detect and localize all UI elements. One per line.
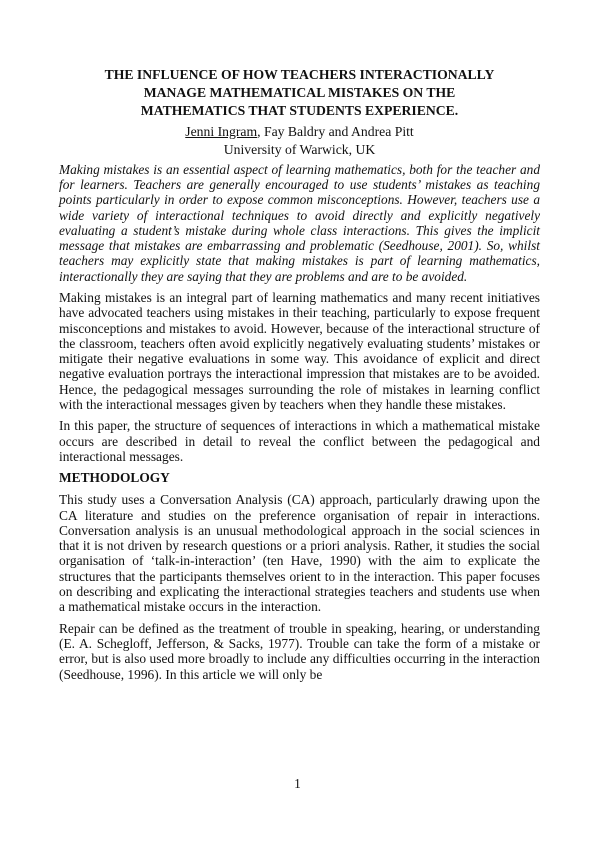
affiliation: University of Warwick, UK [223, 141, 376, 157]
co-authors: , Fay Baldry and Andrea Pitt [257, 123, 414, 139]
author-list [59, 123, 540, 141]
abstract: Making mistakes is an essential aspect of learning mathematics, both for the teacher and for learners. Teachers are generally encouraged to use students’ mistakes as teaching points particularly in order to expose common misconceptions. However, teachers use a wide variety of interactional techniques to avoid directly and explicitly negatively evaluating a student’s mistake during whole class interactions. This gives the implicit message that mistakes are embarrassing and problematic (Seedhouse, 2001). So, whilst teachers may explicitly state that making mistakes is part of learning mathematics, interactionally they are saying that they are problems and are to be avoided. [59, 161, 540, 284]
page-number: 1 [294, 776, 301, 791]
methodology-paragraph-1: This study uses a Conversation Analysis (CA) approach, particularly drawing upon the CA literature and studies on the preference organisation of repair in interactions. Conversation analysis is an unusual methodological approach in the social sciences in that it is not driven by research questions or a priori analysis. Rather, it studies the social organisation of ‘talk-in-interaction’ (ten Have, 1990) with the aim to explicate the structures that the participants themselves orient to in the interaction. This paper focuses on describing and explicating the interactional strategies teachers and students use when a mathematical mistake occurs in the interaction. [59, 492, 540, 615]
section-heading-methodology: METHODOLOGY [59, 470, 170, 486]
paper-title [59, 66, 540, 121]
author-link-jenni-ingram[interactable]: Jenni Ingram [185, 123, 258, 139]
title-line-1: THE INFLUENCE OF HOW TEACHERS INTERACTIONALLY [104, 67, 495, 82]
intro-paragraph-1: Making mistakes is an integral part of learning mathematics and many recent initiatives have advocated teachers using mistakes in their teaching, particularly to expose frequent misconceptions and mistakes to avoid. However, because of the interactional structure of the classroom, teachers often avoid explicitly negatively evaluating students’ mistakes or mitigate their negative evaluations in some way. This avoidance of explicit and direct negative evaluation portrays the interactional impression that mistakes are to be avoided. Hence, the pedagogical messages surrounding the role of mistakes in learning conflict with the interactional messages given by teachers when they handle these mistakes. [59, 289, 540, 413]
methodology-paragraph-2: Repair can be defined as the treatment of trouble in speaking, hearing, or understanding (E. A. Schegloff, Jefferson, & Sacks, 1977). Trouble can take the form of a mistake or error, but is also used more broadly to include any difficulties occurring in the interaction (Seedhouse, 1996). In this article we will only be [59, 620, 540, 682]
title-line-3: MATHEMATICS THAT STUDENTS EXPERIENCE. [140, 103, 459, 119]
paper-page [59, 66, 540, 682]
intro-paragraph-2: In this paper, the structure of sequences of interactions in which a mathematical mistake occurs are described in detail to reveal the conflict between the pedagogical and interactional messages. [59, 418, 540, 464]
title-line-2: MANAGE MATHEMATICAL MISTAKES ON THE [143, 85, 456, 101]
